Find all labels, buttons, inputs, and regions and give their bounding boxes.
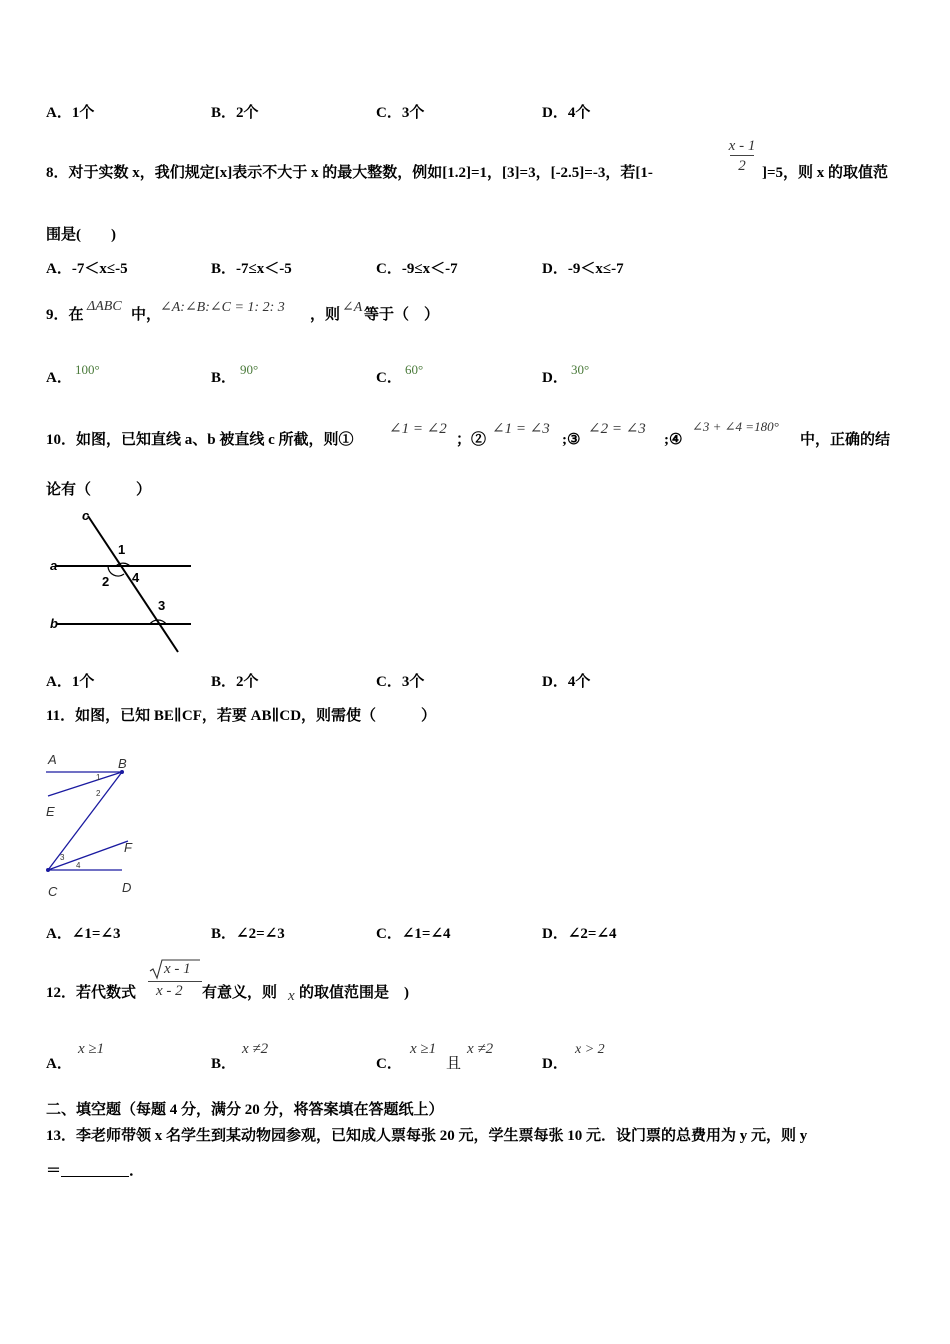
q10-sep-1: ；② (456, 432, 487, 448)
q12-fraction (148, 958, 202, 1002)
option-b[interactable]: B．2个 (211, 674, 259, 690)
q9-prefix: 9．在 (46, 307, 84, 323)
option-b[interactable]: B．-7≤x＜-5 (211, 261, 292, 277)
q12-var: x (288, 988, 295, 1004)
q8-stem-after: ]=5，则 x 的取值范 (762, 165, 889, 181)
option-a-value: 100° (75, 362, 100, 377)
label-1: 1 (118, 542, 126, 557)
q10-cond-2: ∠1 = ∠3 (492, 421, 550, 437)
option-d-value: 30° (571, 362, 590, 377)
option-c-and: 且 (446, 1056, 462, 1072)
option-c[interactable]: C．3个 (376, 674, 425, 690)
q10-cond-1: ∠1 = ∠2 (389, 421, 447, 437)
q9-triangle: ΔABC (87, 299, 122, 314)
option-a[interactable]: A． (46, 370, 72, 386)
section-heading: 二、填空题（每题 4 分，满分 20 分，将答案填在答题纸上） (46, 1102, 444, 1118)
q12-prefix: 12．若代数式 (46, 985, 137, 1001)
q12-suffix: 的取值范围是 ) (299, 985, 409, 1001)
option-c[interactable]: C． (376, 1056, 402, 1072)
q9-angle: ∠A (342, 300, 363, 315)
label-c: c (82, 508, 90, 523)
option-a[interactable]: A．-7＜x≤-5 (46, 261, 128, 277)
label-f: F (124, 840, 132, 855)
label-4: 4 (132, 570, 140, 585)
q10-suffix: 中，正确的结 (800, 432, 891, 448)
label-c: C (48, 884, 58, 899)
q8-frac-num: x - 1 (728, 138, 756, 154)
option-c-value: x ≥1 (410, 1041, 437, 1057)
q13-equals: ＝ (46, 1163, 62, 1179)
q13-line2 (46, 1162, 144, 1180)
option-b-value: x ≠2 (242, 1041, 269, 1057)
option-d[interactable]: D．4个 (542, 105, 591, 121)
q13-line1: 13．李老师带领 x 名学生到某动物园参观，已知成人票每张 20 元，学生票每张 10 元．设门票的总费用为 y 元，则 y (46, 1128, 808, 1144)
option-d[interactable]: D．-9＜x≤-7 (542, 261, 624, 277)
option-d[interactable]: D． (542, 370, 568, 386)
q10-sep-2: ;③ (562, 432, 581, 448)
q8-stem-line2: 围是( ) (46, 227, 116, 243)
label-3: 3 (158, 598, 166, 613)
q12-denominator: x - 2 (156, 983, 183, 999)
q12-numerator: x - 1 (164, 961, 191, 977)
q11-stem: 11．如图，已知 BE∥CF，若要 AB∥CD，则需使（ ） (46, 708, 437, 724)
option-a[interactable]: A．∠1=∠3 (46, 926, 121, 942)
option-b[interactable]: B． (211, 1056, 237, 1072)
q10-line2: 论有（ ） (46, 482, 152, 498)
label-2: 2 (96, 789, 101, 798)
q10-sep-3: ;④ (664, 432, 683, 448)
label-a: A (48, 752, 57, 767)
option-c[interactable]: C． (376, 370, 402, 386)
q11-figure (42, 746, 152, 902)
q8-frac-den: 2 (730, 155, 754, 176)
q13-period: ． (129, 1163, 145, 1179)
option-a[interactable]: A．1个 (46, 674, 95, 690)
label-b: B (118, 756, 127, 771)
line-be (48, 772, 122, 796)
label-b: b (50, 616, 58, 631)
label-4: 4 (76, 861, 81, 870)
option-b[interactable]: B．2个 (211, 105, 259, 121)
option-d[interactable]: D．4个 (542, 674, 591, 690)
label-e: E (46, 804, 55, 819)
option-c[interactable]: C．3个 (376, 105, 425, 121)
q9-suffix: 等于（ ） (364, 307, 440, 323)
point-c (46, 868, 50, 872)
option-d[interactable]: D．∠2=∠4 (542, 926, 617, 942)
q9-ratio: ∠A:∠B:∠C = 1: 2: 3 (160, 300, 285, 315)
label-d: D (122, 880, 132, 895)
option-a[interactable]: A．1个 (46, 105, 95, 121)
option-d[interactable]: D． (542, 1056, 568, 1072)
q9-mid: 中， (131, 307, 162, 323)
q12-sqrt (148, 958, 202, 980)
option-c-value2: x ≠2 (467, 1041, 494, 1057)
option-b[interactable]: B． (211, 370, 237, 386)
q9-then: ，则 (310, 307, 341, 323)
q10-figure (46, 506, 196, 656)
q10-cond-4: ∠3 + ∠4 =180° (692, 419, 779, 434)
q8-stem-before: 8．对于实数 x，我们规定[x]表示不大于 x 的最大整数，例如[1.2]=1，[3]=3，[-2.5]=-3，若[1- (46, 165, 653, 181)
option-c-value: 60° (405, 362, 424, 377)
label-3: 3 (60, 853, 65, 862)
option-c[interactable]: C．-9≤x＜-7 (376, 261, 458, 277)
option-a-value: x ≥1 (78, 1041, 105, 1057)
q10-prefix: 10．如图，已知直线 a、b 被直线 c 所截，则① (46, 432, 354, 448)
q13-answer-blank[interactable] (61, 1162, 129, 1177)
q12-mid: 有意义，则 (202, 985, 278, 1001)
option-a[interactable]: A． (46, 1056, 72, 1072)
label-a: a (50, 558, 58, 573)
label-2: 2 (102, 574, 110, 589)
option-c[interactable]: C．∠1=∠4 (376, 926, 451, 942)
q10-cond-3: ∠2 = ∠3 (588, 421, 646, 437)
option-b-value: 90° (240, 362, 259, 377)
option-b[interactable]: B．∠2=∠3 (211, 926, 285, 942)
q8-fraction (722, 137, 762, 176)
option-d-value: x > 2 (575, 1042, 605, 1057)
label-1: 1 (96, 773, 101, 782)
